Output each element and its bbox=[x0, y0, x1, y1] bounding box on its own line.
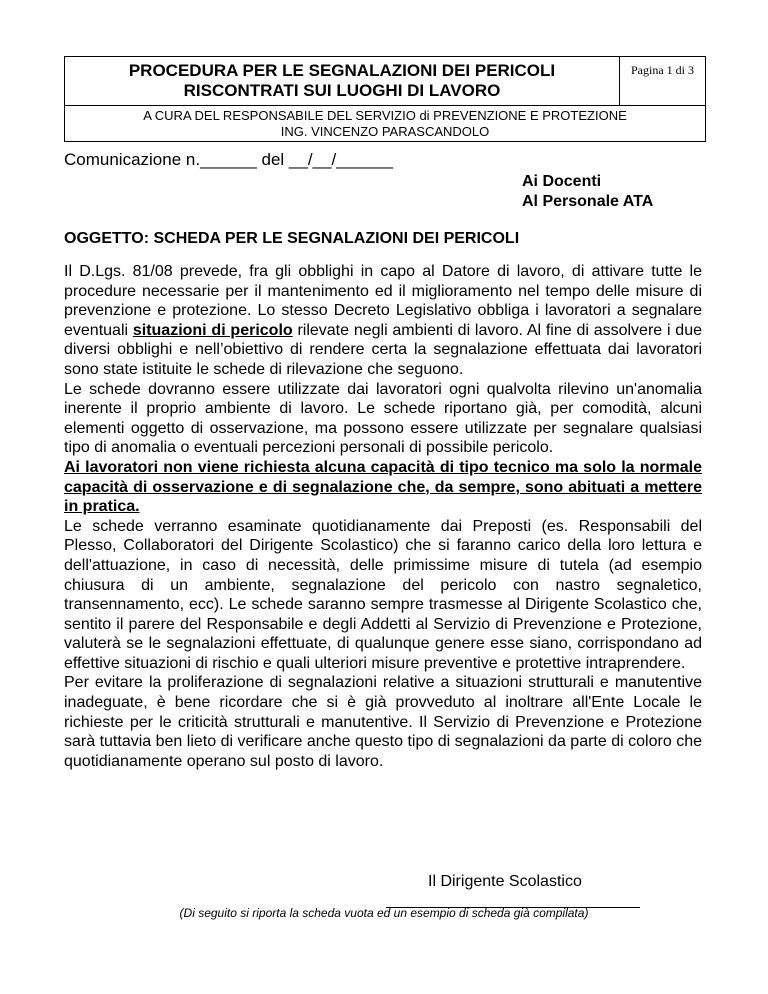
paragraph-1-text-a: Il D.Lgs. 81/08 prevede, fra gli obblighi in capo al Datore di lavoro, di attivare tutte le procedure necessarie per il mantenimento ed il miglioramento nel tempo delle misure di prevenzione e protezione. Lo stesso Decreto Legislativo obbliga i lavoratori a segnalare eventuali bbox=[64, 263, 702, 339]
paragraph-1-text-b: rilevate negli ambienti di lavoro. Al fine di assolvere i due diversi obblighi e nell’obiettivo di rendere certa la segnalazione effettuata dai lavoratori sono state istituite le schede di rilevazione che seguono. bbox=[64, 321, 702, 378]
subtitle-line-2: ING. VINCENZO PARASCANDOLO bbox=[280, 124, 490, 139]
recipients bbox=[522, 172, 653, 212]
communication-number: Comunicazione n.______ del __/__/______ bbox=[64, 150, 393, 169]
title-line-1: PROCEDURA PER LE SEGNALAZIONI DEI PERICOLI bbox=[128, 61, 556, 80]
footnote: (Di seguito si riporta la scheda vuota ed un esempio di scheda già compilata) bbox=[179, 906, 589, 920]
recipient-docenti: Ai Docenti bbox=[522, 173, 602, 190]
paragraph-1-emphasis: situazioni di pericolo bbox=[132, 321, 293, 339]
paragraph-3-emphasis: Ai lavoratori non viene richiesta alcuna capacità di tipo tecnico ma solo la normale capacità di osservazione e di segnalazione che, da sempre, sono abituati a mettere in pratica. bbox=[64, 458, 702, 516]
paragraph-2: Le schede dovranno essere utilizzate dai lavoratori ogni qualvolta rilevino un'anomalia inerente il proprio ambiente di lavoro. Le schede riportano già, per comodità, alcuni elementi oggetto di osservazione, ma possono essere utilizzate per segnalare qualsiasi tipo di anomalia o eventuali percezioni personali di possibile pericolo. bbox=[64, 380, 702, 457]
paragraph-5: Per evitare la proliferazione di segnalazioni relative a situazioni strutturali e manutentive inadeguate, è bene ricordare che si è già provveduto al inoltrare all'Ente Locale le richieste per le criticità strutturali e manutentive. Il Servizio di Prevenzione e Protezione sarà tuttavia ben lieto di verificare anche questo tipo di segnalazioni da parte di coloro che quotidianamente operano sul posto di lavoro. bbox=[64, 674, 702, 770]
subtitle-line-1: A CURA DEL RESPONSABILE DEL SERVIZIO di PREVENZIONE E PROTEZIONE bbox=[143, 108, 627, 123]
signature-label: Il Dirigente Scolastico bbox=[428, 873, 582, 890]
header-top-row bbox=[65, 57, 705, 106]
recipient-personale-ata: Al Personale ATA bbox=[522, 193, 654, 210]
header-subtitle bbox=[65, 106, 705, 141]
paragraph-4: Le schede verranno esaminate quotidianamente dai Preposti (es. Responsabili del Plesso, Collaboratori del Dirigente Scolastico) che si faranno carico della loro lettura e dell'attuazione, in caso di necessità, delle primissime misure di tutela (ad esempio chiusura di un ambiente, segnalazione del pericolo con nastro segnaletico, transennamento, ecc). Le schede saranno sempre trasmesse al Dirigente Scolastico che, sentito il parere del Responsabile e degli Addetti al Servizio di Prevenzione e Protezione, valuterà se le segnalazioni effettuate, di qualunque genere esse siano, corrispondano ad effettive situazioni di rischio e quali ulteriori misure preventive e protettive intraprendere. bbox=[64, 517, 702, 672]
document-title bbox=[65, 57, 619, 105]
paragraph-1 bbox=[64, 262, 702, 380]
subject-line: OGGETTO: SCHEDA PER LE SEGNALAZIONI DEI PERICOLI bbox=[64, 230, 520, 247]
page-number: Pagina 1 di 3 bbox=[619, 57, 705, 105]
document-header bbox=[64, 56, 706, 142]
body-text bbox=[64, 262, 702, 771]
title-line-2: RISCONTRATI SUI LUOGHI DI LAVORO bbox=[183, 81, 501, 100]
